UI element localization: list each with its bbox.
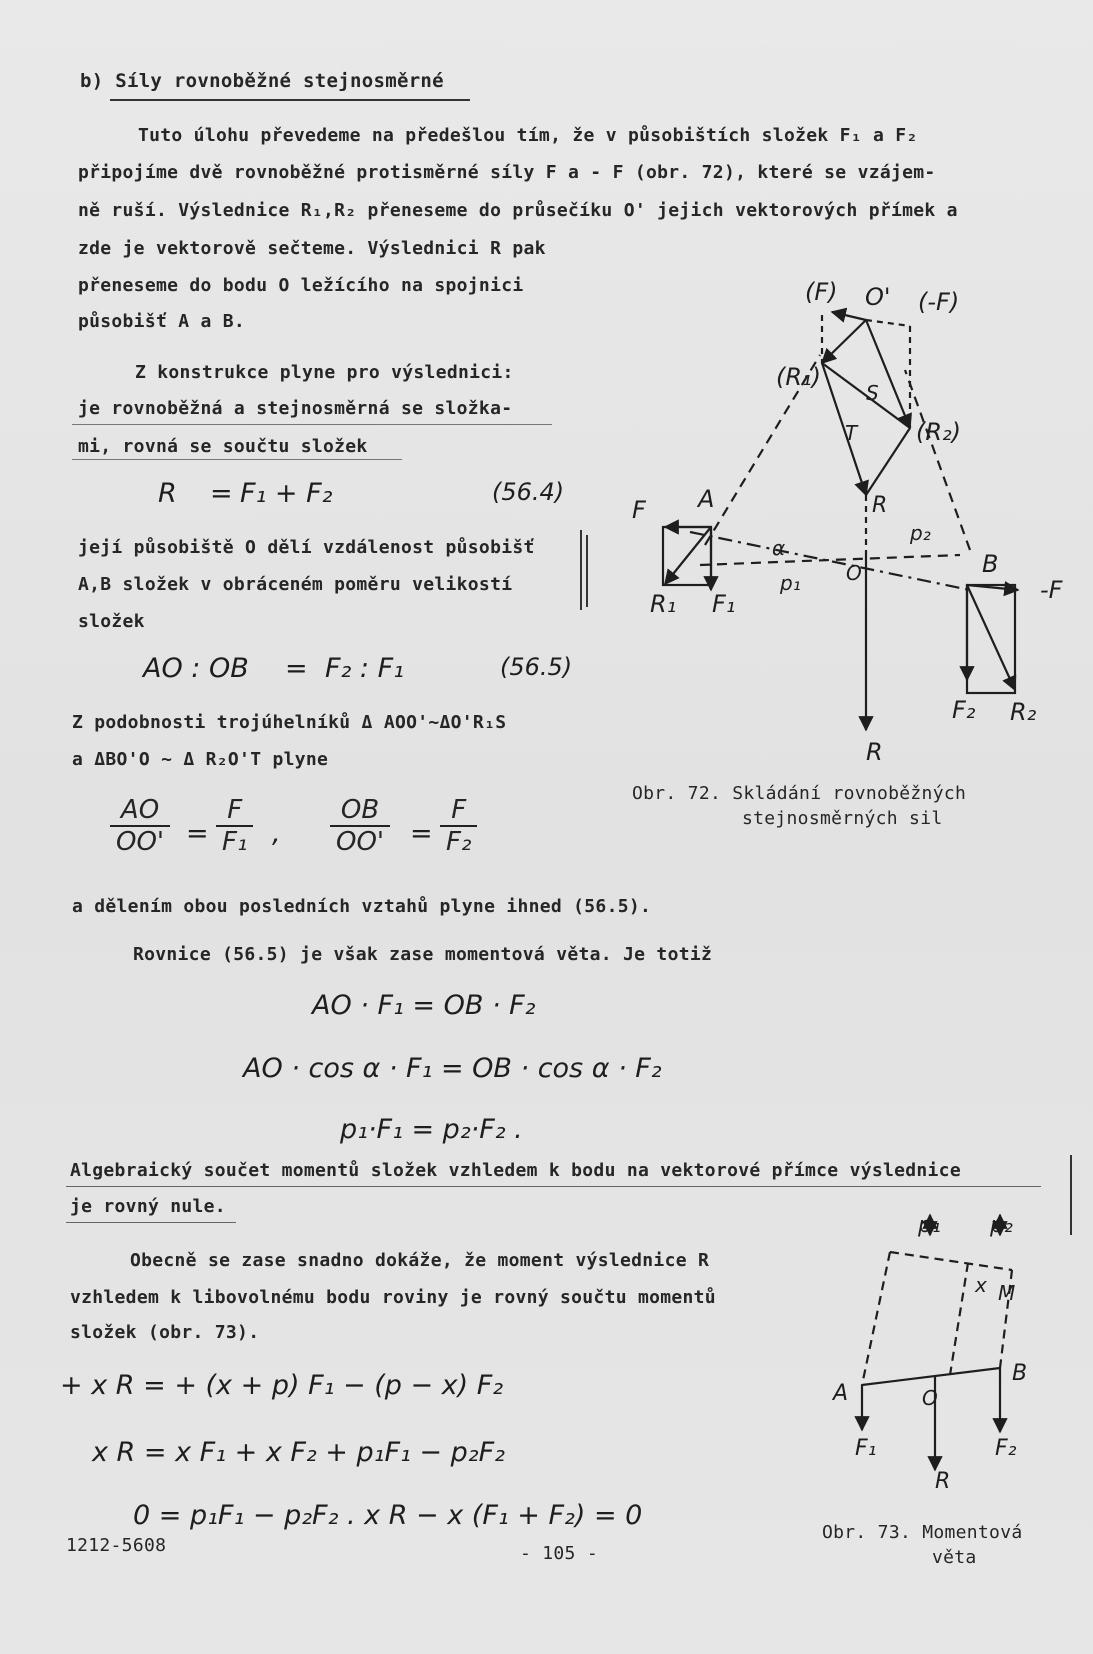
label-mf-paren: (-F) <box>918 288 960 316</box>
label-f1: F₁ <box>712 590 736 618</box>
fraction-equals-1: = <box>186 818 209 849</box>
vector-f-top <box>832 312 866 320</box>
para1-line2: připojíme dvě rovnoběžné protisměrné síly F a - F (obr. 72), které se vzájem- <box>78 162 936 183</box>
para1-line1: Tuto úlohu převedeme na předešlou tím, že v působištích složek F₁ a F₂ <box>138 125 918 146</box>
fig73-label-f2: F₂ <box>995 1436 1017 1461</box>
para2-line1: Z konstrukce plyne pro výslednici: <box>135 362 514 383</box>
label-a: A <box>698 485 715 513</box>
label-r2: R₂ <box>1010 698 1037 726</box>
fraction-ob-oo <box>330 795 390 857</box>
fraction-numerator: F <box>440 795 477 827</box>
para6: Rovnice (56.5) je však zase momentová věta. Je totiž <box>133 944 713 965</box>
moment-eq-2: AO · cos α · F₁ = OB · cos α · F₂ <box>243 1053 662 1084</box>
fig73-label-a: A <box>833 1381 849 1406</box>
eq565-number: (56.5) <box>500 653 573 681</box>
para5: a dělením obou posledních vztahů plyne ihned (56.5). <box>72 896 652 917</box>
label-t: T <box>845 421 858 445</box>
para7-line1: Algebraický součet momentů složek vzhledem k bodu na vektorové přímce výslednice <box>70 1160 961 1181</box>
fraction-f-f1 <box>216 795 253 857</box>
label-f: F <box>632 496 646 524</box>
footer-code: 1212-5608 <box>66 1535 167 1556</box>
fraction-f-f2 <box>440 795 477 857</box>
para3-line2: A,B složek v obráceném poměru velikostí <box>78 574 513 595</box>
label-r1: R₁ <box>650 590 677 618</box>
vector-mf-top <box>866 320 910 326</box>
vector-r-top <box>822 363 866 495</box>
vector-r1 <box>822 320 866 363</box>
fig73-top-dashed <box>890 1252 1012 1270</box>
fraction-equals-2: = <box>410 818 433 849</box>
label-s: S <box>866 381 879 405</box>
fig73-label-p1: p₁ <box>918 1213 941 1238</box>
para2-line2: je rovnoběžná a stejnosměrná se složka- <box>78 398 513 419</box>
underline-para2a <box>72 424 552 425</box>
vector-r2-b <box>967 585 1015 690</box>
para4-line2: a ΔBO'O ~ Δ R₂O'T plyne <box>72 749 329 770</box>
label-f2: F₂ <box>952 696 976 724</box>
label-r: R <box>866 738 883 766</box>
para7-line2: je rovný nule. <box>70 1196 226 1217</box>
fig72-caption-line2: stejnosměrných sil <box>742 808 943 829</box>
fig73-mid-dashed <box>950 1263 968 1375</box>
para3-line1: její působiště O dělí vzdálenost působišť <box>78 537 535 558</box>
fraction-denominator: F₁ <box>222 827 248 857</box>
moment-eq-1: AO · F₁ = OB · F₂ <box>312 990 536 1021</box>
eq565-eq: = <box>285 653 308 684</box>
margin-mark-3 <box>1070 1155 1072 1235</box>
para4-line1: Z podobnosti trojúhelníků Δ AOO'~ΔO'R₁S <box>72 712 507 733</box>
eq564-rhs: F₁ + F₂ <box>240 478 333 509</box>
fig73-label-b: B <box>1012 1361 1028 1386</box>
para1-line5: přeneseme do bodu O ležícího na spojnici <box>78 275 524 296</box>
vector-r1-a <box>665 527 711 584</box>
fraction-denominator: F₂ <box>446 827 472 857</box>
para8-line1: Obecně se zase snadno dokáže, že moment výslednice R <box>130 1250 710 1271</box>
label-o: O <box>846 561 862 585</box>
underline-para2b <box>72 459 402 460</box>
figure-73 <box>820 1205 1065 1495</box>
page-number: - 105 - <box>520 1543 598 1564</box>
fig73-caption-line1: Obr. 73. Momentová <box>822 1522 1023 1543</box>
fig73-label-m: M <box>998 1281 1016 1305</box>
underline-para7a <box>66 1186 1041 1187</box>
fig73-left-dashed <box>862 1252 890 1385</box>
fig73-label-r: R <box>935 1469 951 1494</box>
para2-line3: mi, rovná se součtu složek <box>78 436 368 457</box>
label-mf: -F <box>1040 576 1063 604</box>
eq565-lhs: AO : OB <box>143 653 249 684</box>
para1-line6: působišť A a B. <box>78 311 246 332</box>
line-r2-r <box>866 428 910 495</box>
fraction-denominator: OO' <box>116 827 165 857</box>
label-r1-paren: (R₁) <box>776 363 822 391</box>
eq564-eq: = <box>210 478 233 509</box>
label-alpha: α <box>772 536 786 560</box>
fraction-ao-oo <box>110 795 170 857</box>
final-eq-3: 0 = p₁F₁ − p₂F₂ . x R − x (F₁ + F₂) = 0 <box>133 1500 643 1531</box>
fig73-bar-ab <box>862 1368 1000 1385</box>
dashed-horizontal <box>700 555 960 565</box>
figure-72 <box>620 265 1080 770</box>
label-o-prime: O' <box>865 283 891 311</box>
eq564-number: (56.4) <box>492 478 565 506</box>
eq565-rhs: F₂ : F₁ <box>325 653 404 684</box>
para8-line3: složek (obr. 73). <box>70 1322 260 1343</box>
fraction-numerator: F <box>216 795 253 827</box>
label-p2: p₂ <box>910 521 931 545</box>
para1-line3: ně ruší. Výslednice R₁,R₂ přeneseme do průsečíku O' jejich vektorových přímek a <box>78 200 958 221</box>
fig73-label-x: x <box>975 1273 987 1297</box>
fig73-label-f1: F₁ <box>855 1436 877 1461</box>
eq564-lhs: R <box>158 478 177 509</box>
para1-line4: zde je vektorově sečteme. Výslednici R pak <box>78 238 546 259</box>
underline-para7b <box>66 1222 236 1223</box>
fig73-label-p2: p₂ <box>990 1213 1013 1238</box>
final-eq-1: + x R = + (x + p) F₁ − (p − x) F₂ <box>60 1370 504 1401</box>
heading-underline <box>110 99 470 101</box>
label-r-mid: R <box>872 493 888 518</box>
margin-mark-2 <box>586 535 588 607</box>
label-p1: p₁ <box>780 571 801 595</box>
para3-line3: složek <box>78 611 145 632</box>
margin-mark-1 <box>580 530 582 610</box>
para8-line2: vzhledem k libovolnému bodu roviny je rovný součtu momentů <box>70 1287 716 1308</box>
fraction-numerator: AO <box>110 795 170 827</box>
label-b: B <box>982 550 999 578</box>
fraction-denominator: OO' <box>336 827 385 857</box>
fraction-numerator: OB <box>330 795 390 827</box>
section-heading: b) Síly rovnoběžné stejnosměrné <box>80 70 444 92</box>
moment-eq-3: p₁·F₁ = p₂·F₂ . <box>340 1114 523 1145</box>
fraction-comma: , <box>272 818 281 849</box>
label-r2-paren: (R₂) <box>916 418 962 446</box>
label-f-paren: (F) <box>805 278 838 306</box>
fig72-caption-line1: Obr. 72. Skládání rovnoběžných <box>632 783 967 804</box>
final-eq-2: x R = x F₁ + x F₂ + p₁F₁ − p₂F₂ <box>92 1437 505 1468</box>
fig73-caption-line2: věta <box>932 1547 977 1568</box>
fig73-label-o: O <box>922 1386 938 1410</box>
